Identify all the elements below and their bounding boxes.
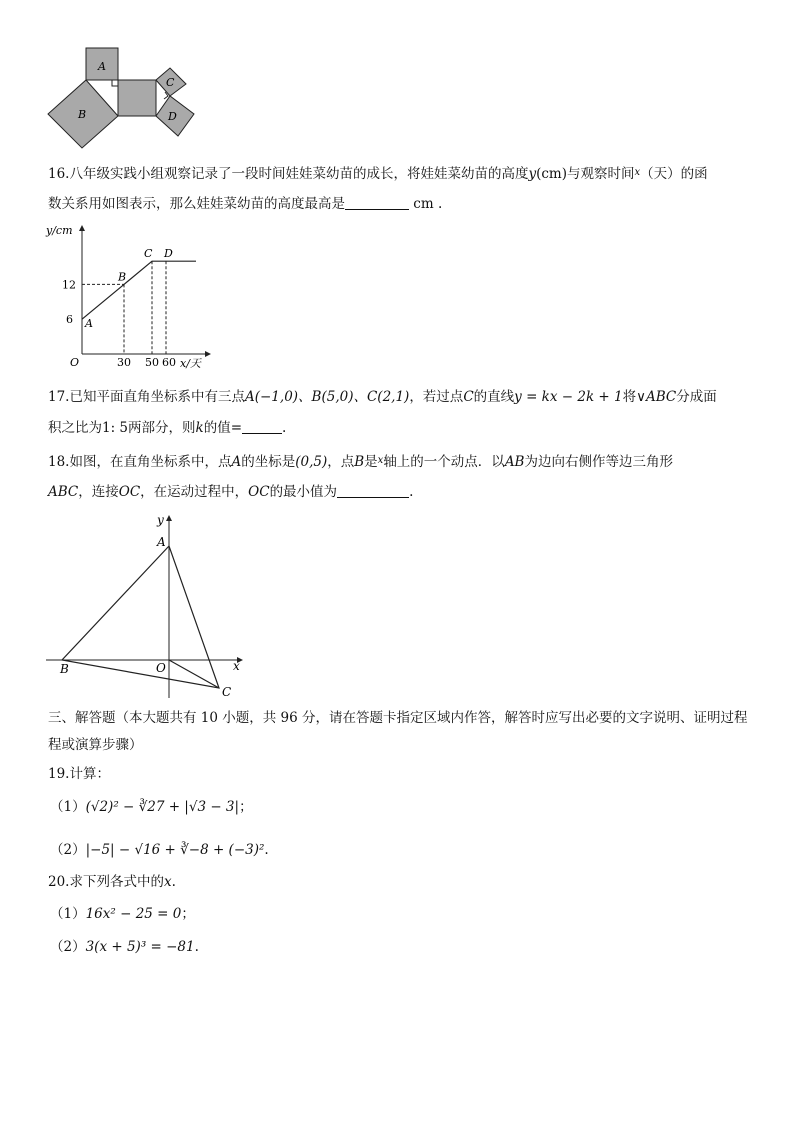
q18-line-1: 18.如图，在直角坐标系中，点A的坐标是(0,5)，点B是$^x$轴上的一个动点．以AB为边向右侧作等边三角形 — [48, 454, 673, 470]
x-label: x — [233, 659, 240, 673]
squares-figure — [44, 44, 204, 154]
point-o-label: O — [156, 661, 166, 675]
y-label: y — [157, 513, 164, 527]
point-b-label: B — [60, 662, 69, 676]
label-c: C — [166, 76, 175, 89]
origin-label: O — [70, 356, 80, 369]
point-a-label: A — [157, 535, 166, 549]
y-axis-label: y/cm — [46, 224, 73, 237]
q20-part-2: （2）3(x + 5)³ = −81. — [50, 939, 199, 955]
label-b: B — [78, 108, 87, 121]
q17-line-2: 积之比为1: 5两部分，则k的值= . — [48, 420, 287, 436]
q16-line-2: 数关系用如图表示，那么娃娃菜幼苗的高度最高是 cm . — [48, 196, 443, 212]
x-tick-50: 50 — [145, 356, 159, 369]
q16-answer-blank[interactable] — [345, 195, 409, 210]
q19-title: 19.计算： — [48, 766, 110, 782]
middle-square — [118, 80, 156, 116]
point-c-label: C — [222, 685, 232, 699]
point-d: D — [164, 247, 173, 261]
x-tick-60: 60 — [162, 356, 176, 369]
point-c: C — [144, 247, 153, 261]
label-d: D — [168, 110, 177, 123]
right-angle-mark-1 — [112, 80, 118, 86]
q18-line-2: ABC，连接OC，在运动过程中，OC的最小值为 . — [48, 484, 414, 500]
section3-line-1: 三、解答题（本大题共有 10 小题，共 96 分，请在答题卡指定区域内作答，解答时应写出必要的文字说明、证明过程 — [48, 710, 748, 726]
q17-answer-blank[interactable] — [242, 419, 282, 434]
y-tick-6: 6 — [66, 313, 73, 327]
q20-title: 20.求下列各式中的x. — [48, 874, 176, 890]
equilateral-triangle-abc — [62, 546, 219, 688]
q19-part-2: （2）|−5| − √16 + ∛−8 + (−3)². — [50, 842, 269, 858]
point-a: A — [85, 317, 93, 331]
point-b: B — [118, 270, 127, 284]
label-a: A — [98, 60, 106, 73]
q17-line-1: 17.已知平面直角坐标系中有三点A(−1,0)、B(5,0)、C(2,1)，若过点C的直线y = kx − 2k + 1将∨ABC分成面 — [48, 389, 717, 405]
x-tick-30: 30 — [117, 356, 131, 369]
y-tick-12: 12 — [62, 278, 76, 292]
q18-answer-blank[interactable] — [337, 483, 409, 498]
triangle-figure — [44, 510, 254, 702]
growth-line — [82, 261, 196, 319]
section3-line-2: 程或演算步骤） — [48, 737, 143, 753]
q16-line-1: 16.八年级实践小组观察记录了一段时间娃娃菜幼苗的成长，将娃娃菜幼苗的高度y(cm)与观察时间$^x$（天）的函 — [48, 166, 708, 182]
growth-graph — [44, 220, 214, 372]
q19-part-1: （1）(√2)² − ∛27 + |√3 − 3|； — [50, 799, 253, 815]
x-axis-label: x/天 — [180, 357, 201, 370]
q20-part-1: （1）16x² − 25 = 0； — [50, 906, 195, 922]
